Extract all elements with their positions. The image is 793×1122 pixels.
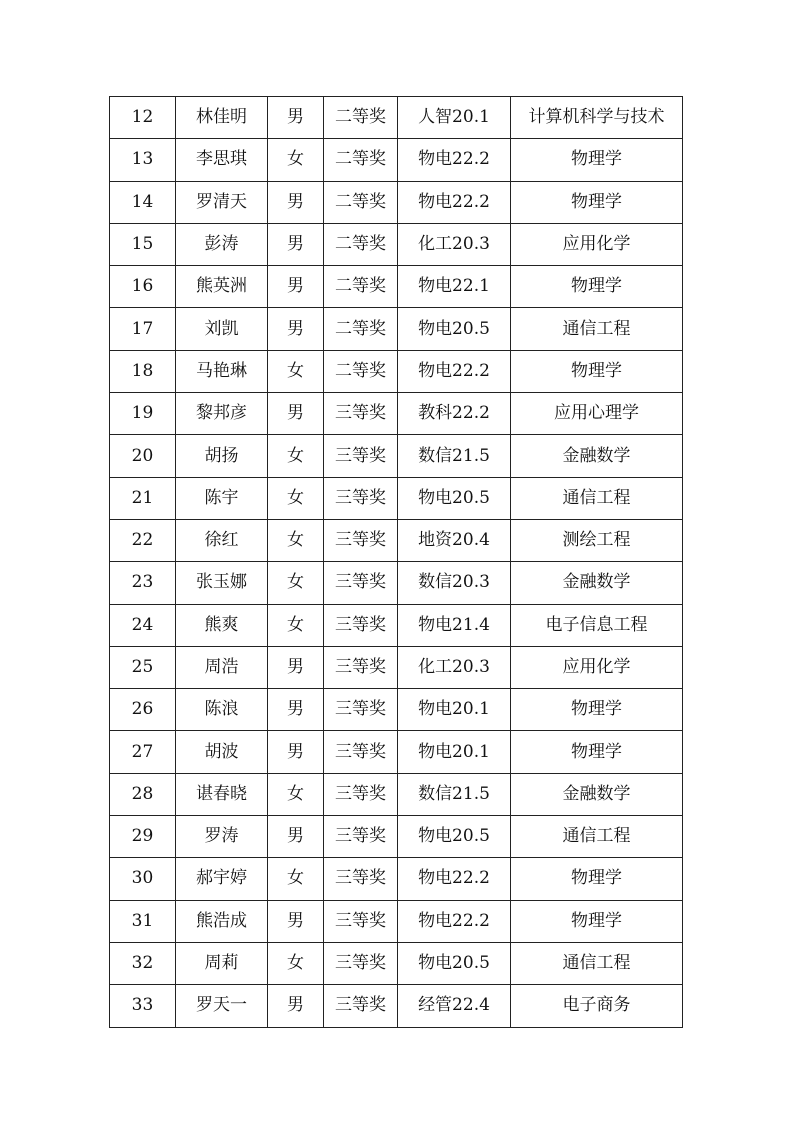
class-name: 物电20.5 <box>398 308 511 350</box>
award-level: 二等奖 <box>324 181 398 223</box>
student-name: 胡扬 <box>176 435 268 477</box>
student-name: 熊英洲 <box>176 266 268 308</box>
major-name: 通信工程 <box>511 477 683 519</box>
student-gender: 女 <box>268 139 324 181</box>
class-name: 物电20.5 <box>398 942 511 984</box>
award-level: 二等奖 <box>324 350 398 392</box>
student-gender: 女 <box>268 562 324 604</box>
major-name: 测绘工程 <box>511 519 683 561</box>
class-name: 物电22.2 <box>398 139 511 181</box>
award-level: 二等奖 <box>324 266 398 308</box>
award-level: 三等奖 <box>324 519 398 561</box>
award-level: 三等奖 <box>324 731 398 773</box>
table-row <box>110 393 683 435</box>
row-number: 19 <box>110 393 176 435</box>
major-name: 物理学 <box>511 858 683 900</box>
student-gender: 男 <box>268 731 324 773</box>
major-name: 金融数学 <box>511 562 683 604</box>
major-name: 物理学 <box>511 731 683 773</box>
table-row <box>110 942 683 984</box>
student-gender: 男 <box>268 97 324 139</box>
award-level: 三等奖 <box>324 773 398 815</box>
award-table <box>109 96 683 1028</box>
student-name: 周浩 <box>176 646 268 688</box>
award-level: 三等奖 <box>324 435 398 477</box>
class-name: 化工20.3 <box>398 646 511 688</box>
row-number: 17 <box>110 308 176 350</box>
row-number: 22 <box>110 519 176 561</box>
row-number: 26 <box>110 689 176 731</box>
table-row <box>110 731 683 773</box>
table-row <box>110 139 683 181</box>
student-name: 黎邦彦 <box>176 393 268 435</box>
table-row <box>110 858 683 900</box>
student-name: 李思琪 <box>176 139 268 181</box>
major-name: 物理学 <box>511 900 683 942</box>
table-row <box>110 97 683 139</box>
row-number: 12 <box>110 97 176 139</box>
student-gender: 男 <box>268 985 324 1027</box>
table-row <box>110 604 683 646</box>
class-name: 物电22.2 <box>398 181 511 223</box>
table-row <box>110 435 683 477</box>
table-row <box>110 477 683 519</box>
major-name: 金融数学 <box>511 435 683 477</box>
table-row <box>110 900 683 942</box>
major-name: 物理学 <box>511 139 683 181</box>
student-name: 郝宇婷 <box>176 858 268 900</box>
award-table-body <box>110 97 683 1028</box>
award-level: 三等奖 <box>324 562 398 604</box>
award-level: 三等奖 <box>324 900 398 942</box>
row-number: 16 <box>110 266 176 308</box>
table-row <box>110 689 683 731</box>
student-gender: 男 <box>268 689 324 731</box>
student-gender: 女 <box>268 858 324 900</box>
student-gender: 男 <box>268 646 324 688</box>
student-gender: 男 <box>268 816 324 858</box>
row-number: 15 <box>110 223 176 265</box>
row-number: 28 <box>110 773 176 815</box>
student-gender: 男 <box>268 181 324 223</box>
class-name: 经管22.4 <box>398 985 511 1027</box>
row-number: 29 <box>110 816 176 858</box>
table-row <box>110 773 683 815</box>
table-row <box>110 308 683 350</box>
table-row <box>110 519 683 561</box>
table-row <box>110 646 683 688</box>
major-name: 电子信息工程 <box>511 604 683 646</box>
student-name: 陈宇 <box>176 477 268 519</box>
student-gender: 女 <box>268 435 324 477</box>
student-gender: 男 <box>268 308 324 350</box>
student-name: 周莉 <box>176 942 268 984</box>
student-gender: 女 <box>268 519 324 561</box>
class-name: 物电22.2 <box>398 900 511 942</box>
row-number: 20 <box>110 435 176 477</box>
row-number: 32 <box>110 942 176 984</box>
row-number: 13 <box>110 139 176 181</box>
student-name: 林佳明 <box>176 97 268 139</box>
student-name: 胡波 <box>176 731 268 773</box>
major-name: 计算机科学与技术 <box>511 97 683 139</box>
class-name: 数信21.5 <box>398 773 511 815</box>
class-name: 数信21.5 <box>398 435 511 477</box>
student-name: 马艳琳 <box>176 350 268 392</box>
major-name: 物理学 <box>511 266 683 308</box>
student-gender: 男 <box>268 393 324 435</box>
student-name: 熊爽 <box>176 604 268 646</box>
class-name: 物电21.4 <box>398 604 511 646</box>
major-name: 应用心理学 <box>511 393 683 435</box>
table-row <box>110 350 683 392</box>
award-level: 三等奖 <box>324 393 398 435</box>
award-level: 三等奖 <box>324 858 398 900</box>
award-level: 二等奖 <box>324 97 398 139</box>
row-number: 33 <box>110 985 176 1027</box>
student-gender: 女 <box>268 604 324 646</box>
award-level: 三等奖 <box>324 985 398 1027</box>
table-row <box>110 562 683 604</box>
award-level: 三等奖 <box>324 942 398 984</box>
student-gender: 女 <box>268 942 324 984</box>
student-gender: 男 <box>268 223 324 265</box>
class-name: 物电22.1 <box>398 266 511 308</box>
row-number: 31 <box>110 900 176 942</box>
student-name: 谌春晓 <box>176 773 268 815</box>
row-number: 14 <box>110 181 176 223</box>
row-number: 24 <box>110 604 176 646</box>
major-name: 物理学 <box>511 689 683 731</box>
table-row <box>110 181 683 223</box>
major-name: 通信工程 <box>511 942 683 984</box>
award-level: 三等奖 <box>324 816 398 858</box>
student-gender: 女 <box>268 350 324 392</box>
row-number: 27 <box>110 731 176 773</box>
major-name: 物理学 <box>511 181 683 223</box>
student-gender: 男 <box>268 266 324 308</box>
student-gender: 女 <box>268 773 324 815</box>
major-name: 物理学 <box>511 350 683 392</box>
class-name: 人智20.1 <box>398 97 511 139</box>
class-name: 物电20.1 <box>398 731 511 773</box>
class-name: 地资20.4 <box>398 519 511 561</box>
row-number: 18 <box>110 350 176 392</box>
row-number: 25 <box>110 646 176 688</box>
table-row <box>110 816 683 858</box>
student-name: 徐红 <box>176 519 268 561</box>
class-name: 数信20.3 <box>398 562 511 604</box>
award-level: 三等奖 <box>324 604 398 646</box>
row-number: 30 <box>110 858 176 900</box>
major-name: 通信工程 <box>511 816 683 858</box>
student-name: 彭涛 <box>176 223 268 265</box>
student-name: 刘凯 <box>176 308 268 350</box>
major-name: 应用化学 <box>511 223 683 265</box>
class-name: 物电20.5 <box>398 816 511 858</box>
award-level: 三等奖 <box>324 477 398 519</box>
award-level: 三等奖 <box>324 689 398 731</box>
class-name: 物电20.5 <box>398 477 511 519</box>
major-name: 金融数学 <box>511 773 683 815</box>
student-name: 张玉娜 <box>176 562 268 604</box>
student-gender: 男 <box>268 900 324 942</box>
student-name: 熊浩成 <box>176 900 268 942</box>
class-name: 物电22.2 <box>398 350 511 392</box>
class-name: 化工20.3 <box>398 223 511 265</box>
major-name: 通信工程 <box>511 308 683 350</box>
class-name: 教科22.2 <box>398 393 511 435</box>
student-name: 罗涛 <box>176 816 268 858</box>
major-name: 电子商务 <box>511 985 683 1027</box>
award-level: 二等奖 <box>324 308 398 350</box>
table-row <box>110 223 683 265</box>
award-level: 二等奖 <box>324 223 398 265</box>
student-name: 罗天一 <box>176 985 268 1027</box>
award-level: 三等奖 <box>324 646 398 688</box>
row-number: 21 <box>110 477 176 519</box>
award-level: 二等奖 <box>324 139 398 181</box>
student-name: 陈浪 <box>176 689 268 731</box>
class-name: 物电22.2 <box>398 858 511 900</box>
class-name: 物电20.1 <box>398 689 511 731</box>
student-name: 罗清天 <box>176 181 268 223</box>
table-row <box>110 985 683 1027</box>
student-gender: 女 <box>268 477 324 519</box>
major-name: 应用化学 <box>511 646 683 688</box>
table-row <box>110 266 683 308</box>
row-number: 23 <box>110 562 176 604</box>
